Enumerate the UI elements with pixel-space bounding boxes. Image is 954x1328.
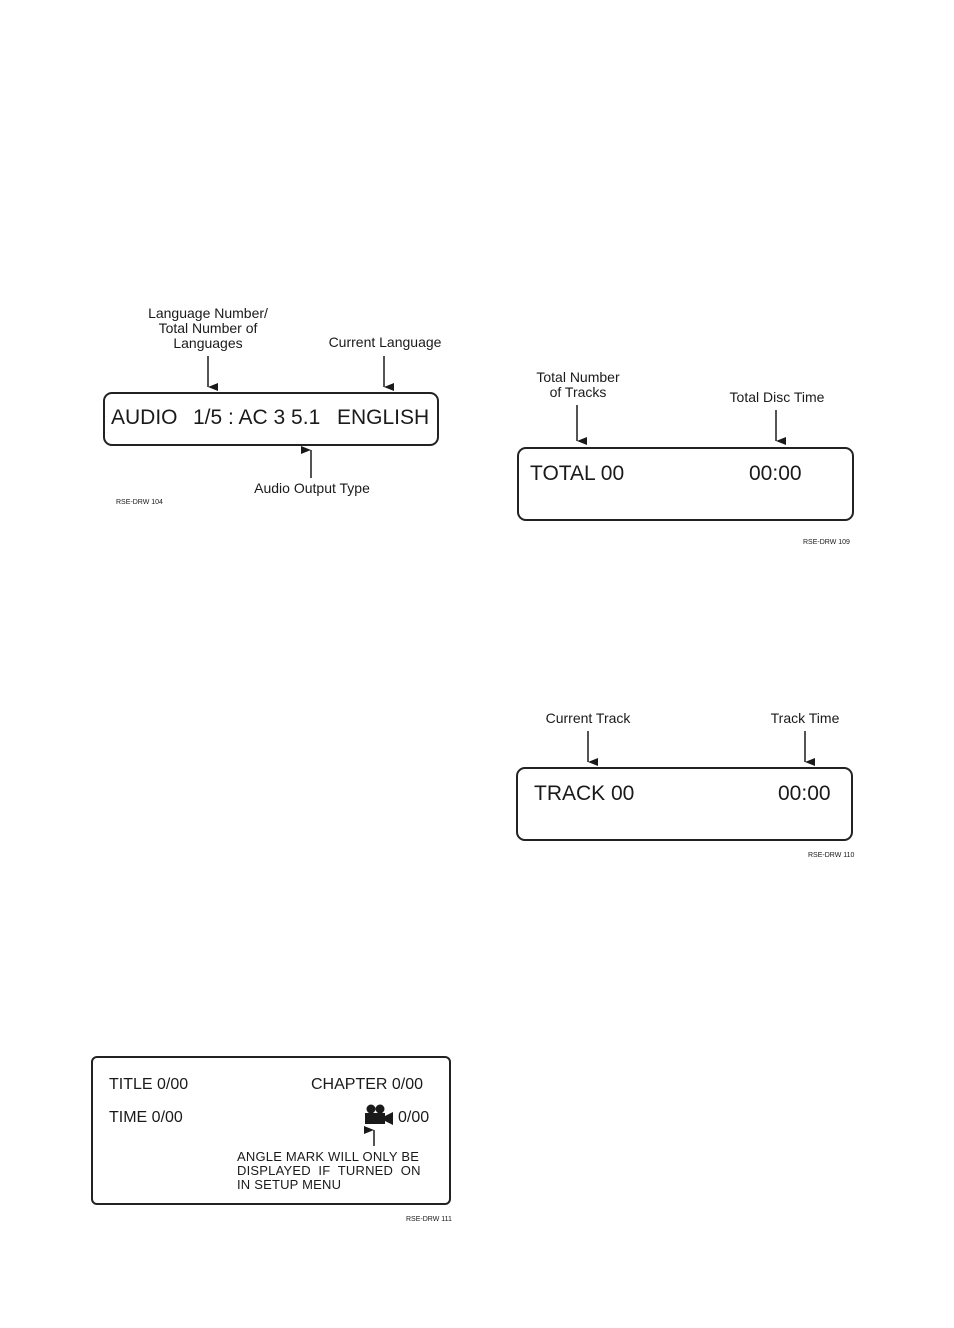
track-display: [516, 767, 853, 841]
angle-mark-note: [237, 1150, 421, 1192]
total-tracks-label: [518, 370, 638, 400]
total-tracks-label-line2: of Tracks: [549, 384, 607, 400]
current-language-label: Current Language: [328, 334, 442, 350]
audio-output-type-label: Audio Output Type: [254, 480, 370, 496]
angle-mark-note-line3: IN SETUP MENU: [237, 1177, 342, 1192]
osd-diagram-ref: RSE-DRW 111: [406, 1216, 452, 1223]
language-number-label-line1: Language Number/: [148, 305, 268, 321]
total-diagram-ref: RSE-DRW 109: [803, 539, 850, 546]
track-diagram-ref: RSE-DRW 110: [808, 852, 855, 859]
total-disc-time-label: Total Disc Time: [729, 389, 825, 405]
track-display-track: TRACK 00: [534, 782, 635, 805]
language-number-label: [128, 306, 288, 351]
osd-angle-value: 0/00: [398, 1109, 430, 1126]
osd-chapter: CHAPTER 0/00: [311, 1076, 424, 1093]
audio-diagram-ref: RSE-DRW 104: [116, 499, 163, 506]
language-number-label-line2: Total Number of: [158, 320, 258, 336]
audio-display-language: ENGLISH: [337, 406, 430, 429]
angle-mark-note-line2: DISPLAYED IF TURNED ON: [237, 1163, 421, 1178]
track-display-time: 00:00: [778, 782, 831, 805]
audio-display-ratio: 1/5 : AC 3 5.1: [193, 406, 321, 429]
language-number-label-line3: Languages: [173, 335, 243, 351]
total-display-total: TOTAL 00: [530, 462, 625, 485]
total-display: [517, 447, 854, 521]
current-track-label: Current Track: [545, 710, 631, 726]
track-time-label: Track Time: [770, 710, 840, 726]
osd-title: TITLE 0/00: [109, 1076, 189, 1093]
audio-display-audio: AUDIO: [111, 406, 178, 429]
total-display-time: 00:00: [749, 462, 802, 485]
camera-angle-icon: [363, 1104, 395, 1126]
total-tracks-label-line1: Total Number: [536, 369, 620, 385]
osd-time: TIME 0/00: [109, 1109, 183, 1126]
osd-display: [91, 1056, 451, 1205]
angle-mark-note-line1: ANGLE MARK WILL ONLY BE: [237, 1149, 420, 1164]
audio-display: [103, 392, 439, 446]
